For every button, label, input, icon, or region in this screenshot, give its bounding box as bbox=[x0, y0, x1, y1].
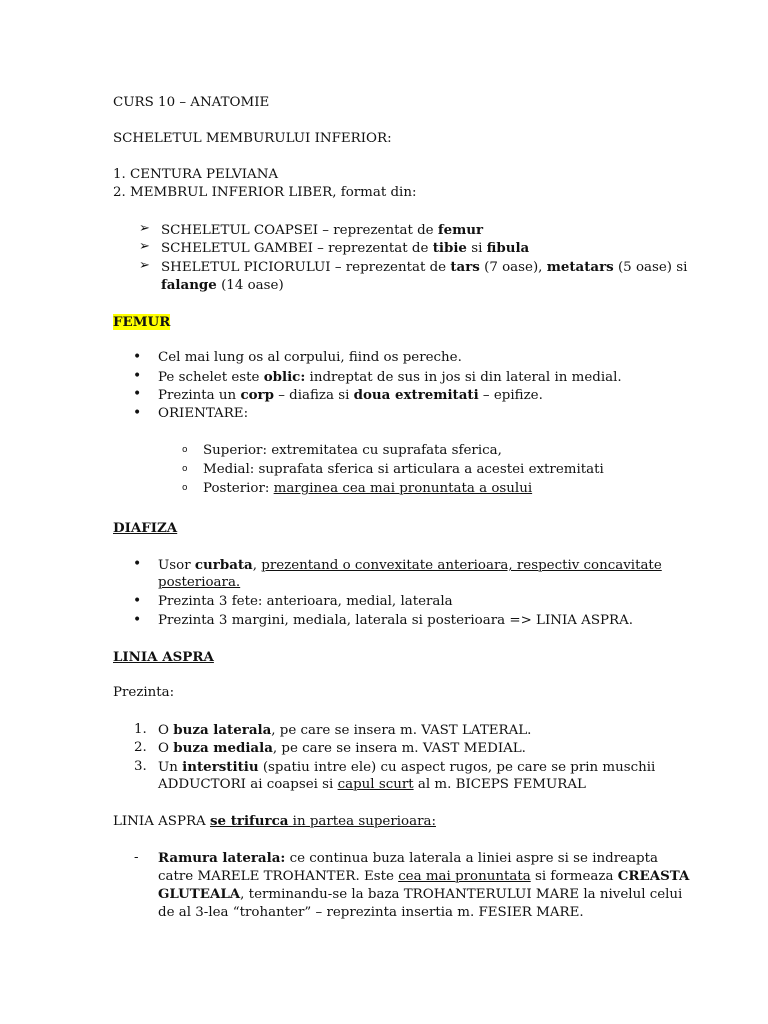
femur-bullet: Pe schelet este oblic: indreptat de sus in jos si din lateral in medial. bbox=[158, 369, 622, 385]
ramura-laterala-cont: GLUTEALA, terminandu-se la baza TROHANTERULUI MARE la nivelul celui bbox=[158, 886, 683, 902]
sub-list-item-picior-cont: falange (14 oase) bbox=[161, 277, 284, 293]
sub-list-item-gamba: SCHELETUL GAMBEI – reprezentat de tibie si fibula bbox=[161, 240, 530, 256]
sub-list-item-picior: SHELETUL PICIORULUI – reprezentat de tars (7 oase), metatars (5 oase) si bbox=[161, 259, 688, 275]
arrow-bullet-icon: ➢ bbox=[139, 239, 150, 254]
bullet-dot-icon: • bbox=[133, 368, 142, 384]
bullet-dot-icon: • bbox=[133, 612, 142, 628]
femur-bullet: ORIENTARE: bbox=[158, 406, 249, 421]
ramura-laterala-cont: de al 3-lea “trohanter” – reprezinta insertia m. FESIER MARE. bbox=[158, 905, 584, 920]
femur-bullet: Prezinta un corp – diafiza si doua extremitati – epifize. bbox=[158, 387, 543, 403]
diafiza-bullet: Prezinta 3 margini, mediala, laterala si posterioara => LINIA ASPRA. bbox=[158, 613, 634, 628]
course-title: CURS 10 – ANATOMIE bbox=[113, 95, 270, 110]
diafiza-heading: DIAFIZA bbox=[113, 520, 178, 536]
bullet-dot-icon: • bbox=[133, 556, 142, 572]
bullet-dot-icon: • bbox=[133, 386, 142, 402]
linia-aspra-item-cont: ADDUCTORI ai coapsei si capul scurt al m. BICEPS FEMURAL bbox=[158, 777, 586, 792]
orientation-item: Superior: extremitatea cu suprafata sferica, bbox=[203, 443, 502, 458]
list-number: 3. bbox=[134, 759, 147, 774]
sub-list-item-coapsa: SCHELETUL COAPSEI – reprezentat de femur bbox=[161, 222, 484, 238]
bullet-dot-icon: • bbox=[133, 349, 142, 365]
arrow-bullet-icon: ➢ bbox=[139, 221, 150, 236]
main-list-item: 2. MEMBRUL INFERIOR LIBER, format din: bbox=[113, 185, 417, 200]
section-title: SCHELETUL MEMBURULUI INFERIOR: bbox=[113, 131, 392, 146]
linia-aspra-item: Un interstitiu (spatiu intre ele) cu aspect rugos, pe care se prin muschii bbox=[158, 759, 656, 775]
diafiza-bullet: Prezinta 3 fete: anterioara, medial, laterala bbox=[158, 594, 453, 609]
arrow-bullet-icon: ➢ bbox=[139, 258, 150, 273]
ramura-laterala-cont: catre MARELE TROHANTER. Este cea mai pronuntata si formeaza CREASTA bbox=[158, 868, 690, 884]
orientation-item: Medial: suprafata sferica si articulara a acestei extremitati bbox=[203, 462, 604, 477]
bullet-circle-icon: o bbox=[182, 464, 188, 474]
femur-bullet: Cel mai lung os al corpului, fiind os pereche. bbox=[158, 350, 462, 365]
bullet-dot-icon: • bbox=[133, 405, 142, 421]
linia-aspra-heading: LINIA ASPRA bbox=[113, 649, 214, 665]
linia-aspra-item: O buza mediala, pe care se insera m. VAST MEDIAL. bbox=[158, 740, 526, 756]
diafiza-bullet-cont: posterioara. bbox=[158, 575, 241, 590]
dash-bullet-icon: - bbox=[134, 850, 139, 865]
femur-heading: FEMUR bbox=[113, 314, 171, 330]
ramura-laterala: Ramura laterala: ce continua buza laterala a liniei aspre si se indreapta bbox=[158, 850, 658, 866]
bullet-circle-icon: o bbox=[182, 445, 188, 455]
main-list-item: 1. CENTURA PELVIANA bbox=[113, 167, 279, 182]
list-number: 1. bbox=[134, 722, 147, 737]
bullet-dot-icon: • bbox=[133, 593, 142, 609]
linia-aspra-item: O buza laterala, pe care se insera m. VAST LATERAL. bbox=[158, 722, 532, 738]
orientation-item: Posterior: marginea cea mai pronuntata a osului bbox=[203, 481, 533, 496]
list-number: 2. bbox=[134, 740, 147, 755]
bullet-circle-icon: o bbox=[182, 483, 188, 493]
trifurcation-line: LINIA ASPRA se trifurca in partea superioara: bbox=[113, 813, 436, 829]
linia-aspra-intro: Prezinta: bbox=[113, 685, 175, 700]
diafiza-bullet: Usor curbata, prezentand o convexitate anterioara, respectiv concavitate bbox=[158, 557, 662, 573]
